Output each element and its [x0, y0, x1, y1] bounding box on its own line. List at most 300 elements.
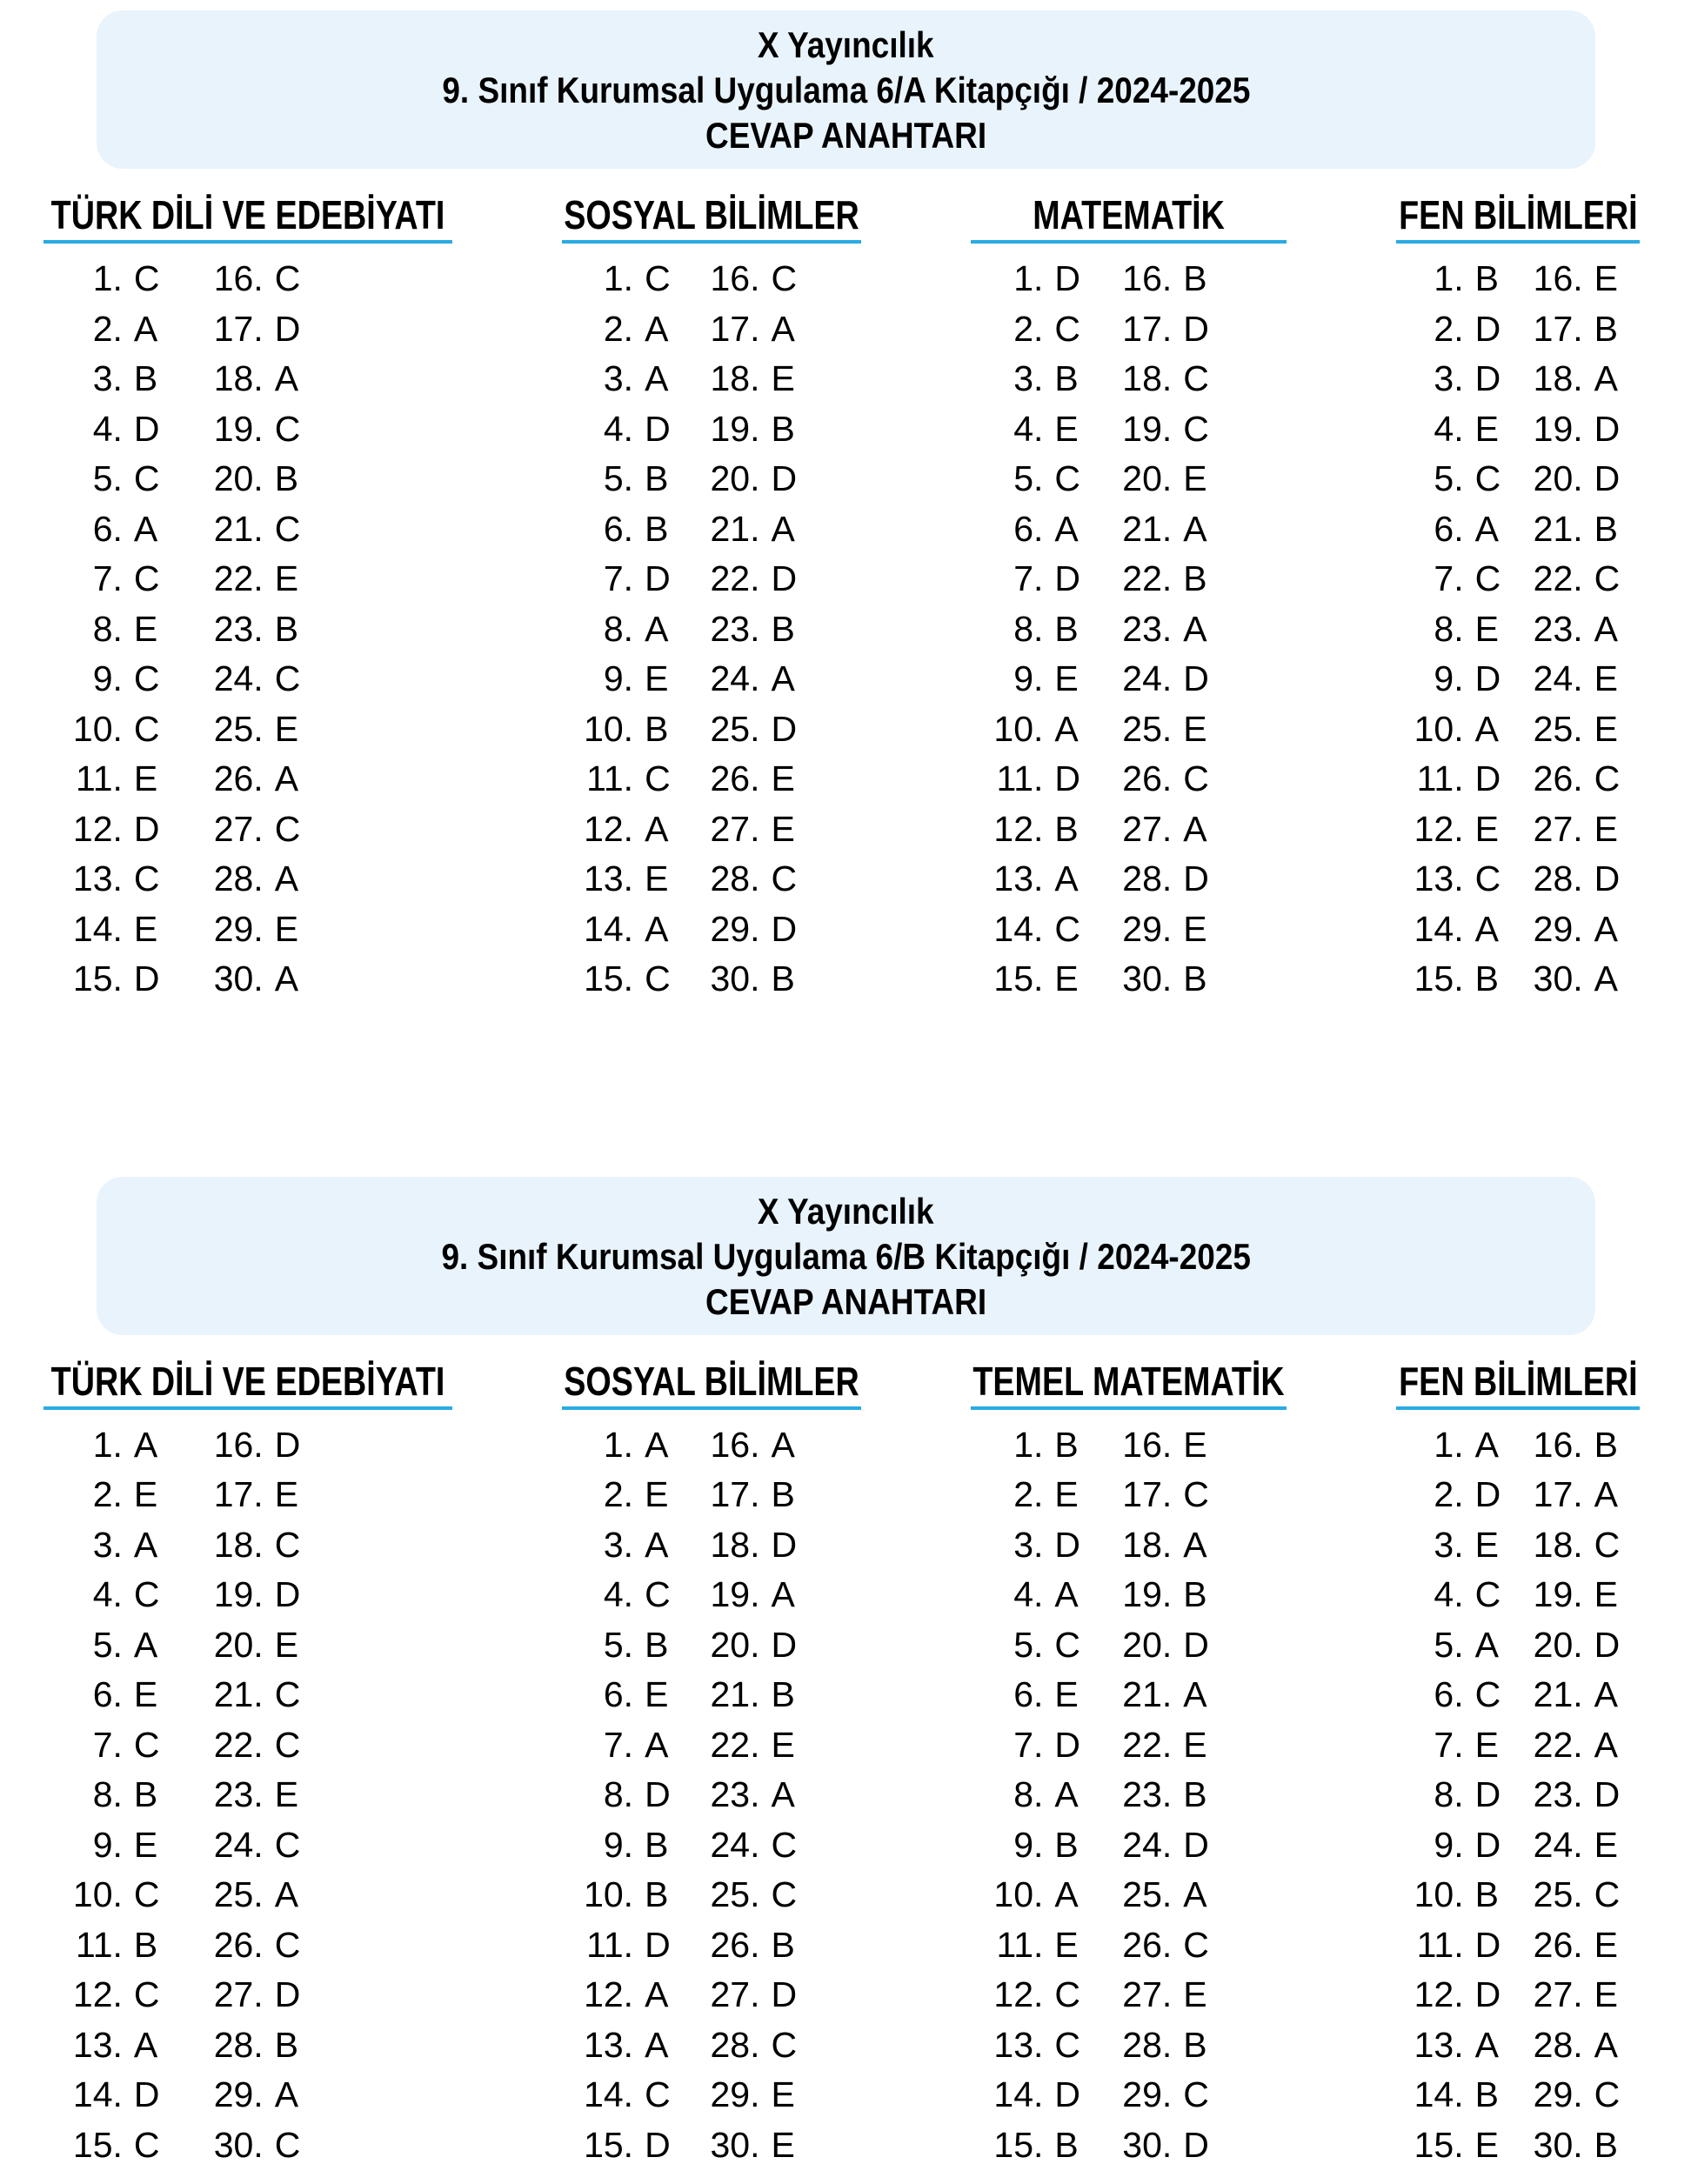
answer-row [993, 554, 1080, 604]
question-number: 16. [1533, 258, 1583, 299]
answer-letter: B [1474, 1874, 1499, 1915]
question-number: 11. [1416, 758, 1464, 799]
answer-letter: E [645, 858, 669, 899]
answer-letter: C [274, 658, 301, 699]
answer-letter: A [1594, 1474, 1619, 1515]
subject-title-text: TÜRK DİLİ VE EDEBİYATI [50, 1358, 445, 1404]
answer-row [1121, 1820, 1209, 1871]
question-number: 28. [1533, 2024, 1583, 2065]
answer-row [1533, 854, 1621, 905]
answer-letter: B [1183, 1774, 1207, 1815]
answer-letter: D [1594, 408, 1621, 449]
question-number: 23. [213, 1774, 264, 1815]
question-number: 27. [1533, 808, 1583, 849]
answer-row [1414, 754, 1501, 805]
question-number: 1. [1013, 258, 1044, 299]
question-number: 23. [1533, 1774, 1583, 1815]
answer-letter: E [771, 2074, 795, 2115]
question-number: 10. [72, 708, 123, 749]
answer-letter: E [274, 558, 299, 599]
answer-letter: B [1183, 558, 1207, 599]
answer-row [1121, 854, 1209, 905]
answer-letter: B [771, 958, 795, 999]
question-number: 5. [1013, 1624, 1044, 1665]
answer-row [583, 504, 671, 555]
answer-row [72, 354, 160, 404]
answer-row [72, 654, 160, 705]
subject-title [562, 1358, 861, 1410]
answer-row [583, 1570, 671, 1620]
answer-row [1121, 2020, 1209, 2071]
answer-letter: A [645, 908, 669, 949]
answer-row [709, 1870, 797, 1920]
answer-letter: C [1183, 358, 1209, 399]
answer-row [1121, 554, 1209, 604]
question-number: 13. [584, 2024, 634, 2065]
question-number: 7. [1434, 558, 1464, 599]
answer-letter: B [1054, 358, 1079, 399]
answer-letter: D [1474, 308, 1501, 349]
answer-row [1121, 954, 1209, 1005]
answer-letter: E [133, 1674, 158, 1715]
answer-letter: D [645, 1924, 671, 1965]
answer-row [1533, 1570, 1621, 1620]
question-number: 20. [213, 1624, 264, 1665]
question-number: 26. [710, 758, 760, 799]
answer-letter: A [1474, 908, 1499, 949]
question-number: 27. [1533, 1974, 1583, 2015]
answer-row [993, 1520, 1080, 1571]
answer-letter: A [1054, 1874, 1079, 1915]
question-number: 20. [710, 1624, 760, 1665]
answer-row [1121, 1620, 1209, 1671]
answer-letter: A [1594, 358, 1619, 399]
answer-letter: D [1474, 658, 1501, 699]
question-number: 17. [1533, 1474, 1583, 1515]
answers-1-15 [583, 254, 671, 1005]
answer-letter: D [1054, 1724, 1081, 1765]
answer-row [709, 1470, 797, 1520]
answer-row [709, 304, 797, 355]
answer-letter: E [133, 1474, 158, 1515]
question-number: 3. [1434, 358, 1464, 399]
answer-row [1533, 1420, 1621, 1471]
question-number: 7. [1013, 1724, 1044, 1765]
question-number: 18. [1533, 358, 1583, 399]
question-number: 4. [1013, 1574, 1044, 1615]
question-number: 1. [603, 1424, 634, 1465]
answer-row [993, 504, 1080, 555]
subject-column [971, 192, 1287, 1005]
answer-letter: E [645, 1474, 669, 1515]
answer-letter: B [645, 708, 669, 749]
question-number: 24. [1533, 658, 1583, 699]
answer-letter: C [133, 1574, 160, 1615]
answer-letter: A [771, 1574, 795, 1615]
answer-letter: A [1474, 1624, 1499, 1665]
question-number: 12. [1414, 1974, 1464, 2015]
answer-letter: A [133, 1424, 158, 1465]
answer-letter: A [645, 1524, 669, 1565]
question-number: 5. [92, 458, 123, 499]
answer-row [993, 705, 1080, 755]
answer-letter: D [645, 558, 671, 599]
answer-letter: A [1594, 1724, 1619, 1765]
answer-row [1414, 854, 1501, 905]
banner-answer-key-label-text: CEVAP ANAHTARI [705, 115, 987, 156]
question-number: 11. [586, 758, 634, 799]
answer-row [993, 2121, 1080, 2171]
answer-row [583, 1620, 671, 1671]
question-number: 8. [92, 608, 123, 649]
answer-row [213, 1920, 301, 1971]
answer-row [583, 2121, 671, 2171]
answer-letter: C [771, 1824, 798, 1865]
question-number: 15. [1414, 958, 1464, 999]
answer-letter: B [274, 2024, 299, 2065]
answer-letter: D [274, 1424, 301, 1465]
question-number: 28. [213, 2024, 264, 2065]
answer-letter: C [274, 1824, 301, 1865]
answer-row [1414, 354, 1501, 404]
answer-letter: E [1183, 908, 1207, 949]
subject-title [562, 192, 861, 244]
answer-row [1121, 2121, 1209, 2171]
answer-letter: A [645, 1974, 669, 2015]
question-number: 3. [1434, 1524, 1464, 1565]
answer-row [1121, 754, 1209, 805]
answer-row [709, 954, 797, 1005]
answer-letter: C [133, 1974, 160, 2015]
question-number: 1. [1434, 1424, 1464, 1465]
question-number: 23. [1122, 608, 1173, 649]
answer-row [213, 1720, 301, 1771]
answer-letter: C [771, 2024, 798, 2065]
answer-row [993, 1970, 1080, 2020]
question-number: 14. [72, 2074, 123, 2115]
answer-row [993, 905, 1080, 955]
subject-column [971, 1358, 1287, 2171]
answers-16-30 [1533, 254, 1621, 1005]
question-number: 17. [710, 1474, 760, 1515]
answer-row [1121, 404, 1209, 455]
answer-row [1414, 1420, 1501, 1471]
answer-row [993, 454, 1080, 504]
answer-row [213, 254, 301, 304]
question-number: 9. [92, 658, 123, 699]
answer-row [1533, 1620, 1621, 1671]
question-number: 12. [72, 1974, 123, 2015]
answer-row [1533, 1870, 1621, 1920]
answer-row [709, 1420, 797, 1471]
answer-letter: B [133, 1924, 158, 1965]
answer-letter: B [133, 358, 158, 399]
question-number: 18. [213, 1524, 264, 1565]
subject-answer-columns [971, 254, 1287, 1005]
answer-letter: C [274, 258, 301, 299]
answers-1-15 [993, 1420, 1080, 2171]
answer-letter: A [771, 508, 795, 549]
question-number: 12. [584, 1974, 634, 2015]
answer-row [709, 2121, 797, 2171]
answer-letter: E [1183, 708, 1207, 749]
answer-letter: E [1594, 1924, 1619, 1965]
answer-letter: C [1054, 1974, 1081, 2015]
question-number: 15. [1414, 2124, 1464, 2165]
question-number: 25. [710, 1874, 760, 1915]
subjects-row [0, 1358, 1691, 2171]
answer-row [709, 1570, 797, 1620]
answer-letter: C [1594, 558, 1621, 599]
answer-letter: C [645, 1574, 671, 1615]
question-number: 18. [1122, 1524, 1173, 1565]
question-number: 18. [710, 1524, 760, 1565]
answer-row [213, 654, 301, 705]
answer-row [709, 705, 797, 755]
answer-letter: B [771, 608, 795, 649]
answer-row [583, 1720, 671, 1771]
answer-row [213, 1620, 301, 1671]
subject-column [43, 1358, 452, 2171]
question-number: 10. [1414, 1874, 1464, 1915]
answer-row [709, 1520, 797, 1571]
answer-row [72, 2070, 160, 2121]
answer-letter: D [1183, 1624, 1209, 1665]
answer-row [583, 1970, 671, 2020]
answer-letter: A [771, 308, 795, 349]
question-number: 29. [213, 908, 264, 949]
answer-letter: A [133, 2024, 158, 2065]
question-number: 9. [603, 1824, 634, 1865]
answer-letter: C [1054, 458, 1081, 499]
answer-letter: C [771, 858, 798, 899]
question-number: 1. [603, 258, 634, 299]
answer-letter: B [1594, 508, 1619, 549]
answer-letter: D [133, 958, 160, 999]
answer-letter: B [274, 608, 299, 649]
question-number: 22. [1533, 558, 1583, 599]
question-number: 30. [1122, 2124, 1173, 2165]
answer-row [1121, 604, 1209, 655]
answer-letter: E [1474, 608, 1499, 649]
question-number: 27. [710, 1974, 760, 2015]
answer-letter: D [1594, 458, 1621, 499]
answer-row [583, 2020, 671, 2071]
answer-letter: B [1183, 2024, 1207, 2065]
answer-row [993, 1720, 1080, 1771]
answer-row [1121, 805, 1209, 855]
question-number: 29. [1533, 908, 1583, 949]
answer-row [1533, 1470, 1621, 1520]
question-number: 21. [1122, 508, 1173, 549]
answer-letter: B [1183, 258, 1207, 299]
answer-row [213, 2121, 301, 2171]
answer-row [1121, 1520, 1209, 1571]
banner-booklet-title [97, 1234, 1595, 1279]
answer-letter: D [133, 408, 160, 449]
answer-row [1533, 705, 1621, 755]
answer-letter: A [1054, 708, 1079, 749]
answer-row [213, 1420, 301, 1471]
answer-row [1121, 304, 1209, 355]
answer-row [1414, 2020, 1501, 2071]
answer-letter: E [1183, 1974, 1207, 2015]
answer-letter: D [1054, 2074, 1081, 2115]
answer-letter: E [771, 758, 795, 799]
answer-row [709, 805, 797, 855]
answer-row [213, 604, 301, 655]
question-number: 16. [213, 258, 264, 299]
answer-row [1533, 805, 1621, 855]
answer-letter: E [1594, 1974, 1619, 2015]
answer-letter: C [274, 2124, 301, 2165]
answer-letter: B [645, 1824, 669, 1865]
question-number: 4. [603, 1574, 634, 1615]
answer-row [1533, 604, 1621, 655]
answer-row [1414, 2121, 1501, 2171]
answer-row [1121, 905, 1209, 955]
answer-row [72, 905, 160, 955]
answer-letter: A [1474, 1424, 1499, 1465]
subject-column [562, 1358, 861, 2171]
answer-letter: A [1594, 908, 1619, 949]
answer-row [213, 805, 301, 855]
question-number: 30. [1533, 2124, 1583, 2165]
answer-letter: D [1474, 1774, 1501, 1815]
answer-letter: D [1183, 658, 1209, 699]
question-number: 30. [213, 2124, 264, 2165]
answer-letter: E [1594, 1824, 1619, 1865]
answer-row [709, 404, 797, 455]
answer-row [1121, 1870, 1209, 1920]
answer-letter: B [771, 1474, 795, 1515]
subject-title [971, 1358, 1287, 1410]
question-number: 11. [75, 1924, 123, 1965]
question-number: 25. [1533, 708, 1583, 749]
question-number: 4. [92, 408, 123, 449]
answers-16-30 [709, 1420, 797, 2171]
question-number: 23. [213, 608, 264, 649]
answer-row [213, 404, 301, 455]
answer-row [1533, 2121, 1621, 2171]
question-number: 2. [603, 308, 634, 349]
subjects-row [0, 192, 1691, 1005]
answer-letter: E [1054, 658, 1079, 699]
answer-letter: C [133, 258, 160, 299]
answer-row [72, 2020, 160, 2071]
answer-letter: C [1594, 758, 1621, 799]
question-number: 12. [584, 808, 634, 849]
answer-row [993, 354, 1080, 404]
answer-row [1414, 705, 1501, 755]
answer-row [1414, 254, 1501, 304]
answer-row [709, 854, 797, 905]
question-number: 2. [92, 308, 123, 349]
answer-letter: E [1474, 408, 1499, 449]
answer-letter: A [274, 958, 299, 999]
answer-letter: A [1183, 508, 1207, 549]
question-number: 20. [710, 458, 760, 499]
question-number: 28. [1122, 858, 1173, 899]
answer-letter: A [1054, 508, 1079, 549]
answer-row [1414, 554, 1501, 604]
subject-title-text: SOSYAL BİLİMLER [564, 192, 859, 237]
question-number: 27. [1122, 1974, 1173, 2015]
question-number: 27. [213, 808, 264, 849]
answer-row [213, 1820, 301, 1871]
subject-column [1396, 192, 1640, 1005]
question-number: 26. [1122, 1924, 1173, 1965]
question-number: 16. [710, 258, 760, 299]
answer-letter: E [1054, 1674, 1079, 1715]
question-number: 27. [710, 808, 760, 849]
answer-row [72, 1870, 160, 1920]
answer-letter: D [771, 1974, 798, 2015]
question-number: 13. [72, 2024, 123, 2065]
question-number: 10. [584, 708, 634, 749]
answer-row [1121, 254, 1209, 304]
question-number: 23. [710, 1774, 760, 1815]
answer-letter: B [1054, 808, 1079, 849]
answer-letter: C [1183, 408, 1209, 449]
answer-letter: D [1183, 858, 1209, 899]
answer-letter: A [274, 358, 299, 399]
answer-letter: C [645, 2074, 671, 2115]
question-number: 7. [92, 1724, 123, 1765]
answer-row [1414, 404, 1501, 455]
subject-column [43, 192, 452, 1005]
question-number: 17. [1533, 308, 1583, 349]
question-number: 24. [1122, 1824, 1173, 1865]
answer-row [1414, 1770, 1501, 1820]
question-number: 16. [710, 1424, 760, 1465]
question-number: 2. [1434, 1474, 1464, 1515]
answer-row [993, 854, 1080, 905]
answer-key-section-6b [0, 1177, 1691, 2171]
question-number: 16. [1533, 1424, 1583, 1465]
question-number: 9. [1013, 658, 1044, 699]
answer-letter: E [1594, 658, 1619, 699]
answer-letter: D [1474, 758, 1501, 799]
answer-letter: C [1183, 758, 1209, 799]
question-number: 21. [710, 1674, 760, 1715]
answers-1-15 [72, 1420, 160, 2171]
question-number: 21. [1122, 1674, 1173, 1715]
answer-letter: D [1474, 1974, 1501, 2015]
question-number: 5. [603, 458, 634, 499]
subject-title-text: SOSYAL BİLİMLER [564, 1358, 859, 1404]
answer-letter: B [1594, 2124, 1619, 2165]
question-number: 18. [710, 358, 760, 399]
answer-row [72, 304, 160, 355]
subject-column [562, 192, 861, 1005]
answer-row [1414, 1870, 1501, 1920]
answer-letter: C [274, 408, 301, 449]
answer-row [213, 905, 301, 955]
answer-row [1533, 554, 1621, 604]
answer-letter: C [133, 558, 160, 599]
question-number: 27. [213, 1974, 264, 2015]
subject-title-text: FEN BİLİMLERİ [1398, 192, 1638, 237]
answer-letter: A [274, 2074, 299, 2115]
answer-letter: E [1054, 958, 1079, 999]
answer-row [72, 1720, 160, 1771]
answer-row [583, 604, 671, 655]
question-number: 2. [603, 1474, 634, 1515]
answer-row [213, 754, 301, 805]
question-number: 22. [1122, 1724, 1173, 1765]
answer-row [1414, 504, 1501, 555]
